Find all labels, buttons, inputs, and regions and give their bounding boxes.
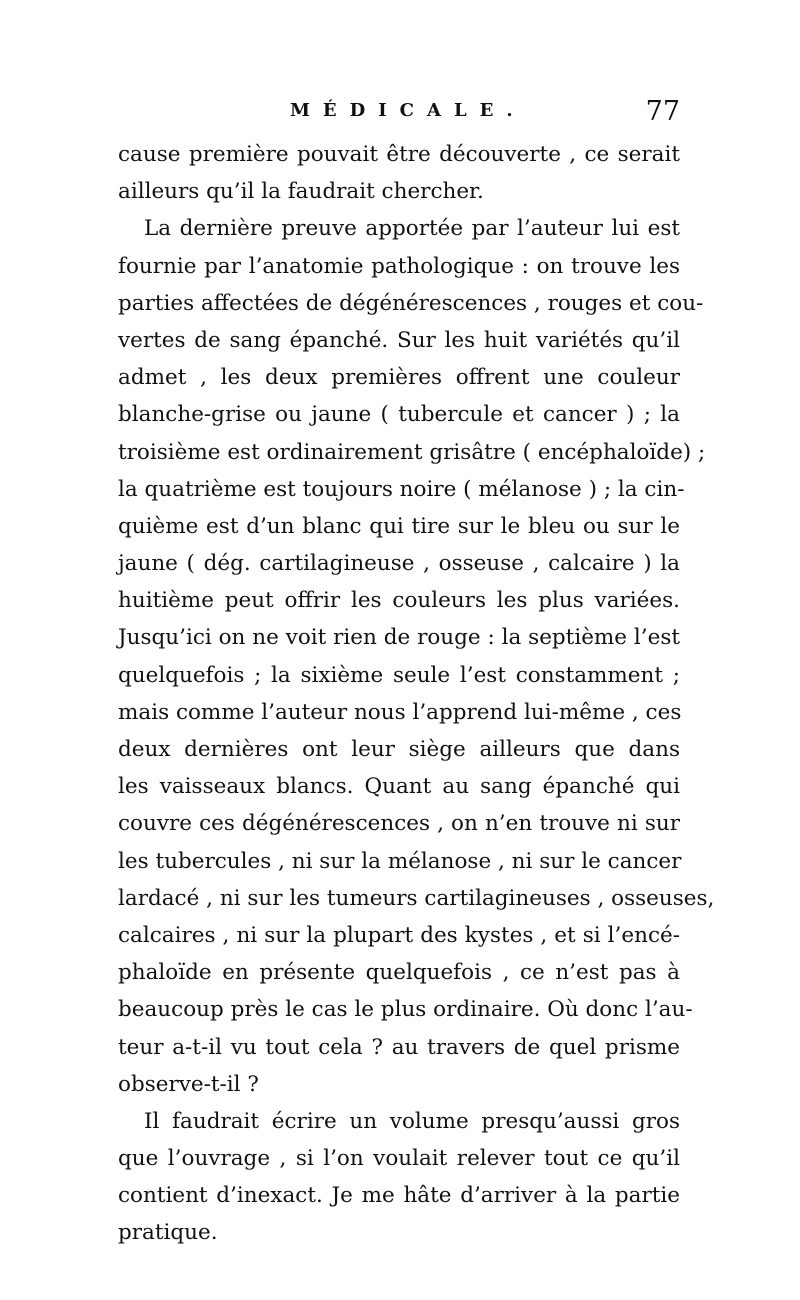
text-line: contient d’inexact. Je me hâte d’arriver à la partie: [118, 1183, 680, 1209]
text-line: quième est d’un blanc qui tire sur le bleu ou sur le: [118, 513, 680, 539]
text-line: calcaires , ni sur la plupart des kystes , et si l’encé-: [118, 922, 680, 948]
text-line: fournie par l’anatomie pathologique : on trouve les: [118, 253, 680, 279]
text-line: blanche-grise ou jaune ( tubercule et cancer ) ; la: [118, 402, 680, 428]
text-line: huitième peut offrir les couleurs les plus variées.: [118, 588, 680, 614]
text-line: deux dernières ont leur siège ailleurs que dans: [118, 737, 680, 762]
text-line: quelquefois ; la sixième seule l’est constamment ;: [118, 662, 680, 688]
text-line: cause première pouvait être découverte , ce serait: [118, 142, 680, 167]
text-line: les tubercules , ni sur la mélanose , ni sur le cancer: [118, 848, 682, 874]
text-line: lardacé , ni sur les tumeurs cartilagineuses , osseuses,: [118, 885, 715, 911]
text-line: vertes de sang épanché. Sur les huit variétés qu’il: [118, 327, 680, 353]
text-line: couvre ces dégénérescences , on n’en trouve ni sur: [118, 811, 680, 837]
text-line: teur a-t-il vu tout cela ? au travers de quel prisme: [118, 1034, 680, 1060]
paragraph-first-line: Il faudrait écrire un volume presqu’aussi gros: [144, 1108, 680, 1134]
text-line: ailleurs qu’il la faudrait chercher.: [118, 179, 484, 205]
text-line: Jusqu’ici on ne voit rien de rouge : la septième l’est: [118, 625, 680, 651]
text-line: observe-t-il ?: [118, 1071, 259, 1097]
text-line: jaune ( dég. cartilagineuse , osseuse , calcaire ) la: [118, 551, 680, 577]
body-text: [118, 136, 715, 1252]
text-line: troisième est ordinairement grisâtre ( encéphaloïde) ;: [118, 439, 706, 465]
text-line: mais comme l’auteur nous l’apprend lui-même , ces: [118, 699, 682, 725]
page-number: 77: [645, 96, 680, 127]
text-line: phaloïde en présente quelquefois , ce n’est pas à: [118, 960, 680, 986]
text-line: que l’ouvrage , si l’on voulait relever tout ce qu’il: [118, 1146, 680, 1172]
paragraph-first-line: La dernière preuve apportée par l’auteur lui est: [144, 216, 680, 242]
text-line: parties affectées de dégénérescences , rouges et cou-: [118, 290, 704, 316]
running-title: MÉDICALE.: [290, 100, 526, 121]
text-line: pratique.: [118, 1220, 218, 1246]
text-line: beaucoup près le cas le plus ordinaire. Où donc l’au-: [118, 997, 693, 1023]
text-line: les vaisseaux blancs. Quant au sang épanché qui: [118, 774, 680, 800]
running-head: [118, 96, 680, 132]
text-line: la quatrième est toujours noire ( mélanose ) ; la cin-: [118, 476, 685, 502]
text-line: admet , les deux premières offrent une couleur: [118, 365, 680, 391]
